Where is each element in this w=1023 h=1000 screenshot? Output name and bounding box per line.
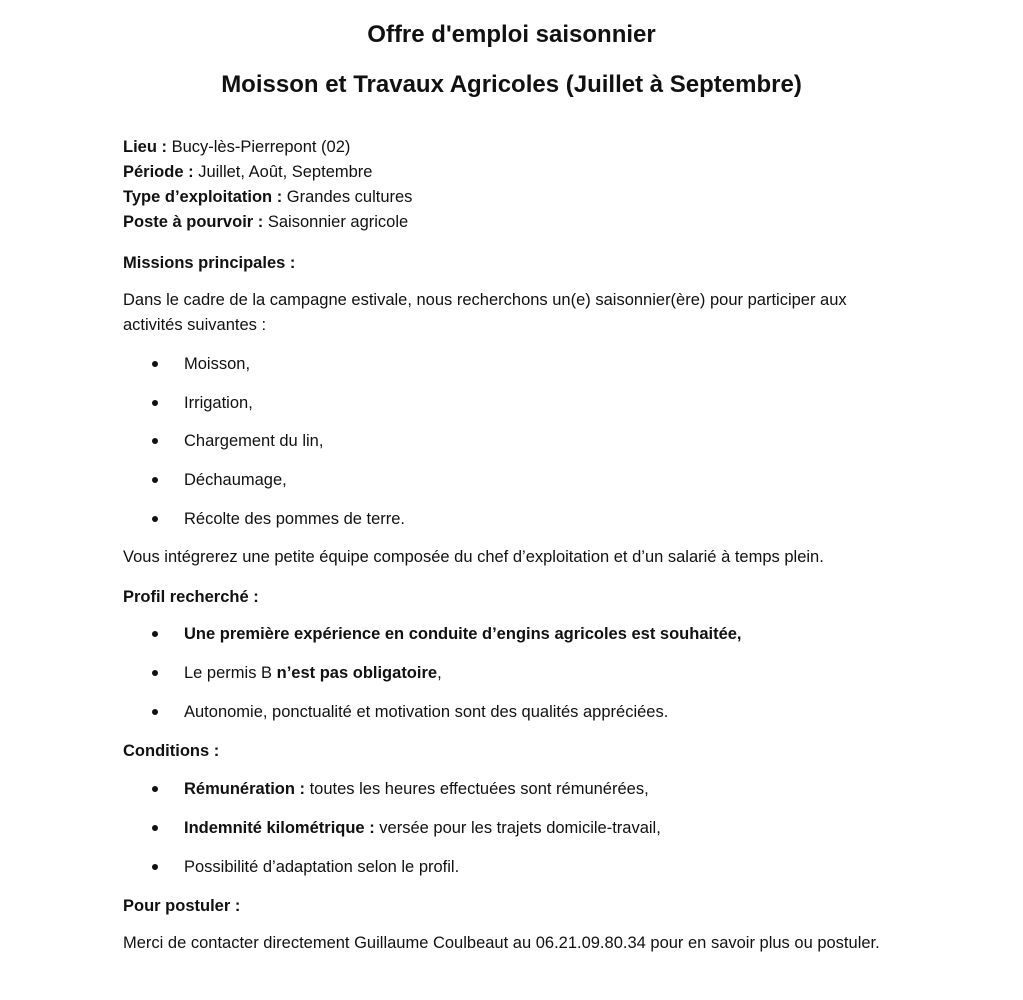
document-page: Offre d'emploi saisonnier Moisson et Travaux Agricoles (Juillet à Septembre) Lieu : Bucy-lès-Pierrepont (02) Période : Juillet, Août, Septembre Type d’exploitation : Grandes cultures Poste à pourvoir : Saisonnier agricole Missions principales : Dans le cadre de la campagne estivale, nous recherchons un(e) saisonnier(ère) pour participer aux activités suivantes : Moisson, Irrigation, Chargement du lin, Déchaumage, Récolte des pommes de terre. Vous intégrerez une petite équipe composée du chef d’exploitation et d’un salarié à temps plein. Profil recherché : Une première expérience en conduite d’engins agricoles est souhaitée, Le permis B n’est pas obligatoire, Autonomie, ponctualité et motivation sont des qualités appréciées. Conditions : Rémunération : toutes les heures effectuées sont rémunérées, Indemnité kilométrique : versée pour les trajets domicile-travail, Possibilité d’adaptation selon le profil. Pour postuler : Merci de contacter directement Guillaume Coulbeaut au 06.21.09.80.34 pour en savoir plus ou postuler. [0,0,1023,1000]
meta-periode [123,160,903,185]
meta-lieu-label: Lieu : [123,138,167,156]
bullet-icon [152,477,158,483]
bullet-icon [152,438,158,444]
meta-lieu [123,135,903,160]
job-meta [123,135,903,235]
meta-type-value: Grandes cultures [282,188,413,206]
team-paragraph: Vous intégrerez une petite équipe composée du chef d’exploitation et d’un salarié à temps plein. [123,548,824,566]
missions-intro: Dans le cadre de la campagne estivale, nous recherchons un(e) saisonnier(ère) pour participer aux activités suivantes : [123,291,847,334]
document-subtitle: Moisson et Travaux Agricoles (Juillet à Septembre) [221,71,802,98]
postuler-text: Merci de contacter directement Guillaume Coulbeaut au 06.21.09.80.34 pour en savoir plus ou postuler. [123,934,880,952]
meta-type [123,185,903,210]
meta-poste [123,210,903,235]
meta-poste-label: Poste à pourvoir : [123,213,264,231]
bullet-icon [152,786,158,792]
profil-heading: Profil recherché : [123,588,259,606]
meta-type-label: Type d’exploitation : [123,188,283,206]
conditions-heading: Conditions : [123,742,220,760]
bullet-icon [152,864,158,870]
meta-periode-value: Juillet, Août, Septembre [193,163,373,181]
bullet-icon [152,631,158,637]
bullet-icon [152,670,158,676]
meta-poste-value: Saisonnier agricole [263,213,409,231]
document-title: Offre d'emploi saisonnier [367,21,656,48]
postuler-heading: Pour postuler : [123,897,241,915]
meta-periode-label: Période : [123,163,194,181]
meta-lieu-value: Bucy-lès-Pierrepont (02) [167,138,351,156]
bullet-icon [152,709,158,715]
bullet-icon [152,361,158,367]
missions-heading: Missions principales : [123,254,296,272]
bullet-icon [152,400,158,406]
bullet-icon [152,825,158,831]
bullet-icon [152,516,158,522]
